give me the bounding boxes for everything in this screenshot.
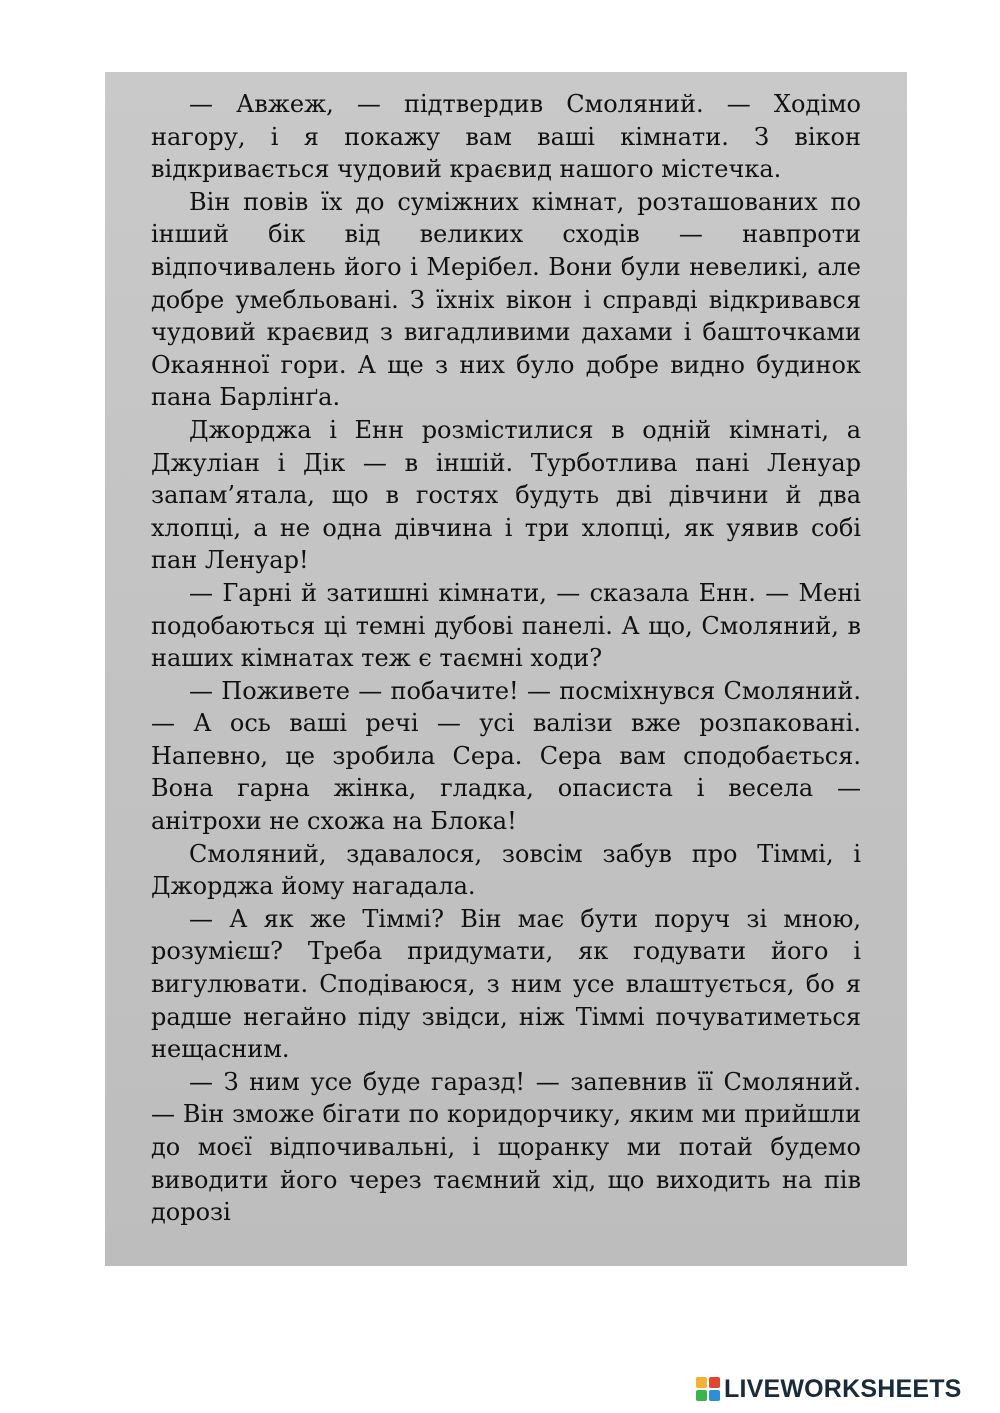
scanned-book-page (105, 72, 907, 1266)
paragraph: Джорджа і Енн розмістилися в одній кімнаті, а Джуліан і Дік — в іншій. Турботлива пані Ленуар запам’ятала, що в гостях будуть дві дівчини й два хлопці, а не одна дівчина і три хлопці, як уявив собі пан Ленуар! (151, 415, 861, 575)
paragraph: — Авжеж, — підтвердив Смоляний. — Ходімо нагору, і я покажу вам ваші кімнати. З вікон відкривається чудовий краєвид нашого містечка. (151, 90, 861, 184)
logo-square-4 (709, 1390, 720, 1401)
paragraph: — З ним усе буде гаразд! — запевнив її Смоляний. — Він зможе бігати по коридорчику, яким ми прийшли до моєї відпочивальні, і щоранку ми потай будемо виводити його через таємний хід, що виходить на пів дорозі (151, 1067, 861, 1227)
paragraph: — А як же Тіммі? Він має бути поруч зі мною, розумієш? Треба придумати, як годувати його і вигулювати. Сподіваюся, з ним усе влаштується, бо я радше негайно піду звідси, ніж Тіммі почуватиметься нещасним. (151, 904, 861, 1064)
paragraph: — Поживете — побачите! — посміхнувся Смоляний. — А ось ваші речі — усі валізи вже розпаковані. Напевно, це зробила Сера. Сера вам сподобається. Вона гарна жінка, гладка, опасиста і весела — анітрохи не схожа на Блока! (151, 676, 861, 836)
page-text (151, 88, 861, 1229)
logo-text: LIVEWORKSHEETS (724, 1374, 962, 1403)
liveworksheets-logo-icon (696, 1377, 720, 1401)
logo-square-1 (696, 1377, 707, 1388)
paragraph: — Гарні й затишні кімнати, — сказала Енн. — Мені подобаються ці темні дубові панелі. А що, Смоляний, в наших кімнатах теж є таємні ходи? (151, 578, 861, 673)
logo-square-3 (696, 1390, 707, 1401)
logo-square-2 (709, 1377, 720, 1388)
liveworksheets-logo (696, 1374, 962, 1404)
paragraph: Він повів їх до суміжних кімнат, розташованих по інший бік від великих сходів — навпроти відпочивалень його і Мерібел. Вони були невеликі, але добре умебльовані. З їхніх вікон і справді відкривався чудовий краєвид з вигадливими дахами і башточками Окаянної гори. А ще з них було добре видно будинок пана Барлінґа. (151, 187, 861, 412)
paragraph: Смоляний, здавалося, зовсім забув про Тіммі, і Джорджа йому нагадала. (151, 839, 861, 901)
